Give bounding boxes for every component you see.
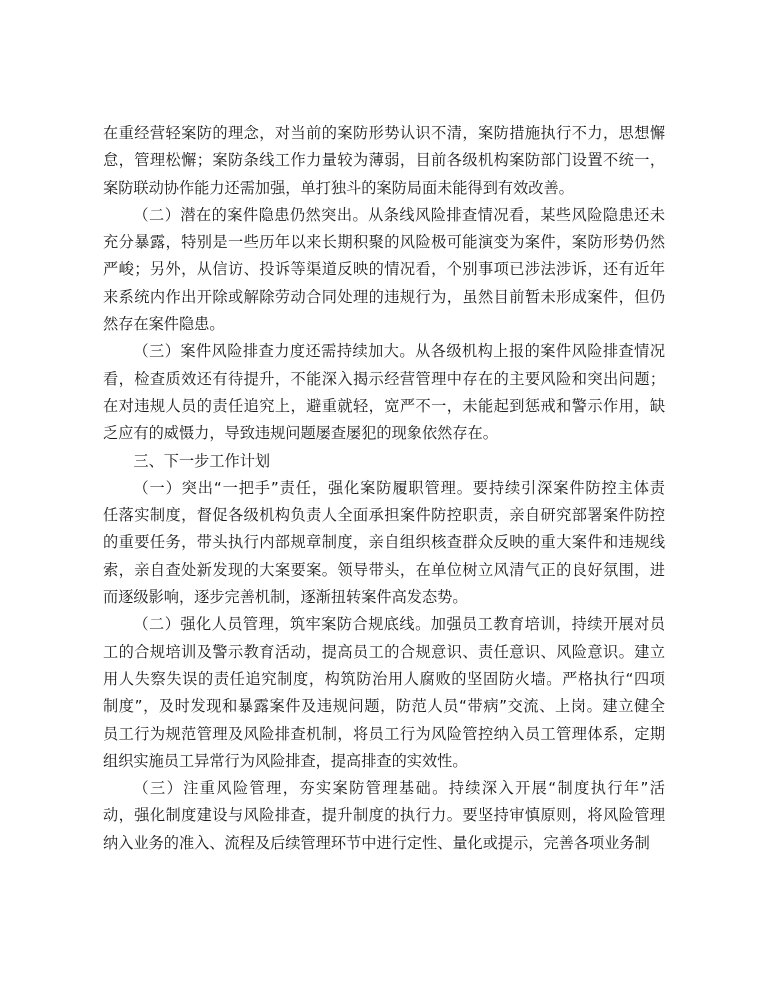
paragraph-3-line-4: 乏应有的威慑力，导致违规问题屡查屡犯的现象依然存在。: [103, 424, 498, 443]
paragraph-1-line-3: 案防联动协作能力还需加强，单打独斗的案防局面未能得到有效改善。: [103, 178, 574, 197]
paragraph-2-line-5: 然存在案件隐患。: [103, 315, 225, 334]
paragraph-5-line-1: （一）突出“一把手”责任，强化案防履职管理。要持续引深案件防控主体责: [133, 478, 665, 497]
paragraph-2-line-2: 充分暴露，特别是一些历年以来长期积聚的风险极可能演变为案件，案防形势仍然: [103, 233, 665, 252]
paragraph-3-line-3: 在对违规人员的责任追究上，避重就轻，宽严不一，未能起到惩戒和警示作用，缺: [103, 396, 665, 415]
paragraph-7-line-3: 纳入业务的准入、流程及后续管理环节中进行定性、量化或提示，完善各项业务制: [103, 833, 650, 852]
paragraph-2-line-4: 来系统内作出开除或解除劳动合同处理的违规行为，虽然目前暂未形成案件，但仍: [103, 287, 665, 306]
paragraph-2-line-1: （二）潜在的案件隐患仍然突出。从条线风险排查情况看，某些风险隐患还未: [133, 205, 665, 224]
paragraph-2-line-3: 严峻；另外，从信访、投诉等渠道反映的情况看，个别事项已涉法涉诉，还有近年: [103, 260, 665, 279]
paragraph-6-line-6: 组织实施员工异常行为风险排查，提高排查的实效性。: [103, 751, 468, 770]
paragraph-6-line-1: （二）强化人员管理，筑牢案防合规底线。加强员工教育培训，持续开展对员: [133, 615, 665, 634]
paragraph-6-line-2: 工的合规培训及警示教育活动，提高员工的合规意识、责任意识、风险意识。建立: [103, 642, 665, 661]
paragraph-5-line-5: 而逐级影响，逐步完善机制，逐渐扭转案件高发态势。: [103, 588, 468, 607]
paragraph-6-line-5: 员工行为规范管理及风险排查机制，将员工行为风险管控纳入员工管理体系，定期: [103, 724, 665, 743]
paragraph-5-line-4: 索，亲自查处新发现的大案要案。领导带头，在单位树立风清气正的良好氛围，进: [103, 560, 665, 579]
paragraph-6-line-4: 制度”，及时发现和暴露案件及违规问题，防范人员“带病”交流、上岗。建立健全: [103, 697, 665, 716]
paragraph-7-line-1: （三）注重风险管理，夯实案防管理基础。持续深入开展“制度执行年”活: [133, 779, 665, 798]
paragraph-3-line-1: （三）案件风险排查力度还需持续加大。从各级机构上报的案件风险排查情况: [133, 342, 665, 361]
paragraph-1-line-1: 在重经营轻案防的理念，对当前的案防形势认识不清，案防措施执行不力，思想懈: [103, 124, 665, 142]
document-body: [103, 120, 665, 857]
paragraph-5-line-2: 任落实制度，督促各级机构负责人全面承担案件防控职责，亲自研究部署案件防控: [103, 506, 665, 525]
paragraph-7-line-2: 动，强化制度建设与风险排查，提升制度的执行力。要坚持审慎原则，将风险管理: [103, 806, 665, 825]
paragraph-1-line-2: 怠，管理松懈；案防条线工作力量较为薄弱，目前各级机构案防部门设置不统一，: [103, 151, 665, 170]
paragraph-3-line-2: 看，检查质效还有待提升，不能深入揭示经营管理中存在的主要风险和突出问题；: [103, 369, 665, 388]
paragraph-6-line-3: 用人失察失误的责任追究制度，构筑防治用人腐败的坚固防火墙。严格执行“四项: [103, 669, 665, 688]
paragraph-5-line-3: 的重要任务，带头执行内部规章制度，亲自组织核查群众反映的重大案件和违规线: [103, 533, 665, 552]
paragraph-4-line-1: 三、下一步工作计划: [133, 451, 271, 470]
